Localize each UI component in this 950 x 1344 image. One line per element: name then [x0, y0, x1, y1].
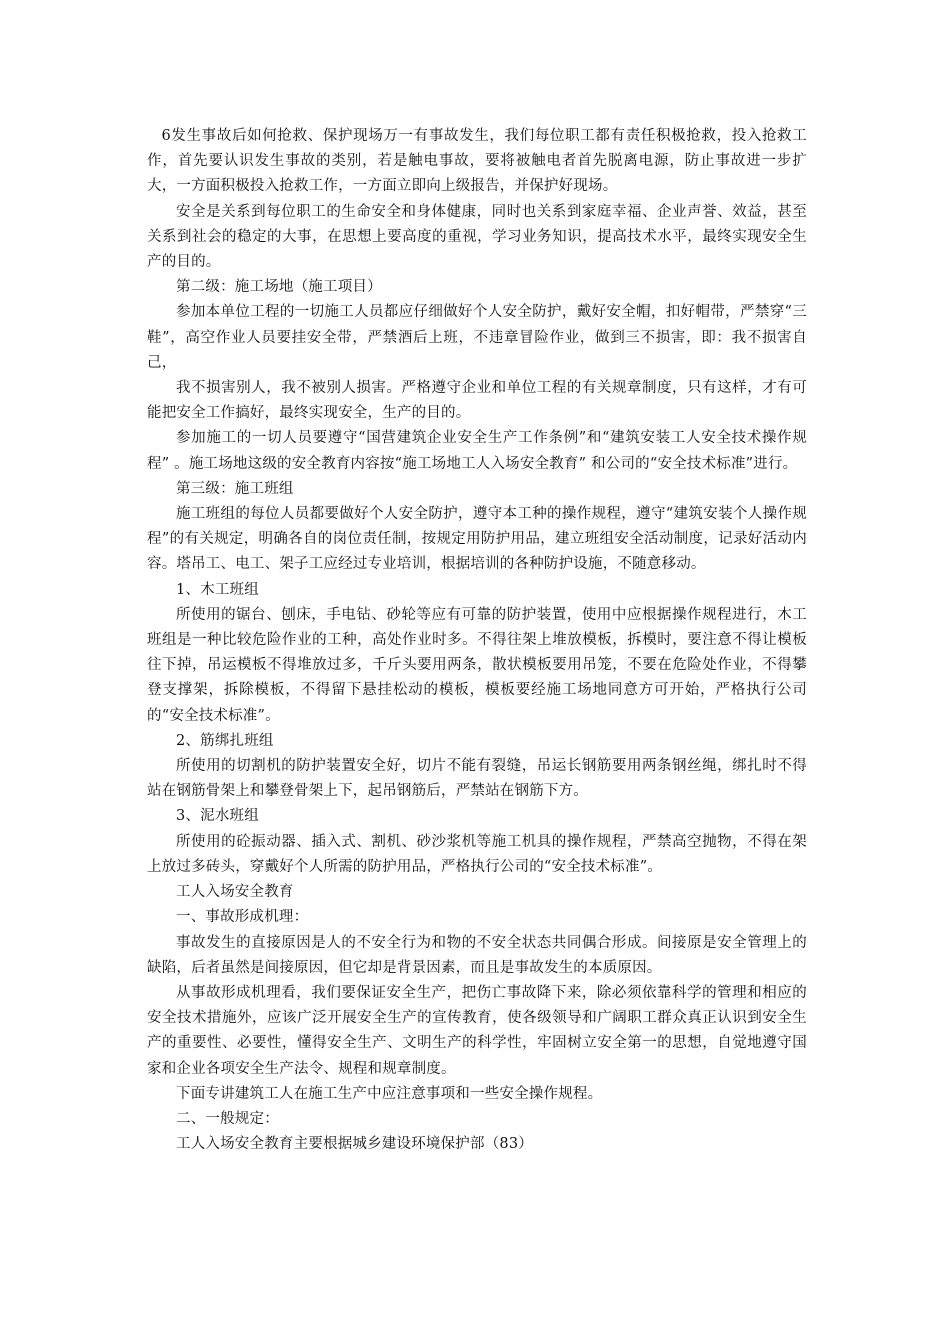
paragraph-team-safety: 施工班组的每位人员都要做好个人安全防护，遵守本工种的操作规程，遵守“建筑安装个人操作规程”的有关规定，明确各自的岗位责任制，按规定用防护用品，建立班组安全活动制度，记录好活动内容。塔吊工、电工、架子工应经过专业培训，根据培训的各种防护设施，不随意移动。	[147, 506, 807, 573]
heading-rebar-team: 2、筋绑扎班组	[176, 732, 274, 749]
paragraph-masonry: 所使用的砼振动器、插入式、割机、砂沙浆机等施工机具的操作规程，严禁高空抛物，不得在架上放过多砖头，穿戴好个人所需的防护用品，严格执行公司的“安全技术标准”。	[147, 833, 807, 875]
paragraph-three-no-harm: 我不损害别人，我不被别人损害。严格遵守企业和单位工程的有关规章制度，只有这样，才有可能把安全工作搞好，最终实现安全，生产的目的。	[147, 380, 807, 422]
paragraph-safety-importance: 安全是关系到每位职工的生命安全和身体健康，同时也关系到家庭幸福、企业声誉、效益，甚至关系到社会的稳定的大事，在思想上要高度的重视，学习业务知识，提高技术水平，最终实现安全生产的目的。	[147, 203, 807, 271]
heading-masonry-team: 3、泥水班组	[176, 808, 259, 825]
paragraph-carpentry: 所使用的锯台、刨床，手电钻、砂轮等应有可靠的防护装置，使用中应根据操作规程进行，木工班组是一种比较危险作业的工种，高处作业时多。不得往架上堆放模板，拆模时，要注意不得让模板往下掉，吊运模板不得堆放过多，千斤头要用两条，散状模板要用吊笼，不要在危险处作业，不得攀登支撑架，拆除模板，不得留下悬挂松动的模板，模板要经施工场地同意方可开始，严格执行公司的“安全技术标准”。	[147, 606, 807, 724]
heading-level-three: 第三级：施工班组	[176, 480, 294, 497]
paragraph-accident-causes: 事故发生的直接原因是人的不安全行为和物的不安全状态共同偶合形成。间接原是安全管理上的缺陷，后者虽然是间接原因，但它却是背景因素，而且是事故发生的本质原因。	[147, 934, 807, 976]
heading-carpentry-team: 1、木工班组	[176, 581, 259, 598]
heading-worker-entry-education: 工人入场安全教育	[176, 884, 294, 901]
paragraph-safety-education: 从事故形成机理看，我们要保证安全生产，把伤亡事故降下来，除必须依靠科学的管理和相应的安全技术措施外，应该广泛开展安全生产的宣传教育，使各级领导和广阔职工群众真正认识到安全生产的重要性、必要性，懂得安全生产、文明生产的科学性，牢固树立安全第一的思想，自觉地遵守国家和企业各项安全生产法令、规程和规章制度。	[147, 984, 807, 1077]
paragraph-regulations: 参加施工的一切人员要遵守“国营建筑企业安全生产工作条例”和“建筑安装工人安全技术操作规程” 。施工场地这级的安全教育内容按“施工场地工人入场安全教育” 和公司的“安全技术标准”进行。	[147, 430, 807, 472]
heading-accident-mechanism: 一、事故形成机理：	[176, 909, 309, 926]
heading-level-two: 第二级：施工场地（施工项目）	[176, 279, 382, 296]
paragraph-rebar: 所使用的切割机的防护装置安全好，切片不能有裂缝，吊运长钢筋要用两条钢丝绳，绑扎时不得站在钢筋骨架上和攀登骨架上下，起吊钢筋后，严禁站在钢筋下方。	[147, 758, 807, 800]
paragraph-entry-basis: 工人入场安全教育主要根据城乡建设环境保护部（83）	[176, 1136, 533, 1153]
paragraph-personal-protection: 参加本单位工程的一切施工人员都应仔细做好个人安全防护，戴好安全帽，扣好帽带，严禁穿“三鞋”，高空作业人员要挂安全带，严禁酒后上班，不违章冒险作业，做到三不损害，即：我不损害自己，	[147, 304, 807, 371]
paragraph-accident-rescue: 6发生事故后如何抢救、保护现场万一有事故发生，我们每位职工都有责任积极抢救，投入抢救工作，首先要认识发生事故的类别，若是触电事故，要将被触电者首先脱离电源，防止事故进一步扩大，一方面积极投入抢救工作，一方面立即向上级报告，并保护好现场。	[147, 128, 807, 195]
document-body	[147, 124, 807, 1157]
heading-general-rules: 二、一般规定：	[176, 1110, 279, 1127]
paragraph-intro-rules: 下面专讲建筑工人在施工生产中应注意事项和一些安全操作规程。	[176, 1085, 603, 1102]
